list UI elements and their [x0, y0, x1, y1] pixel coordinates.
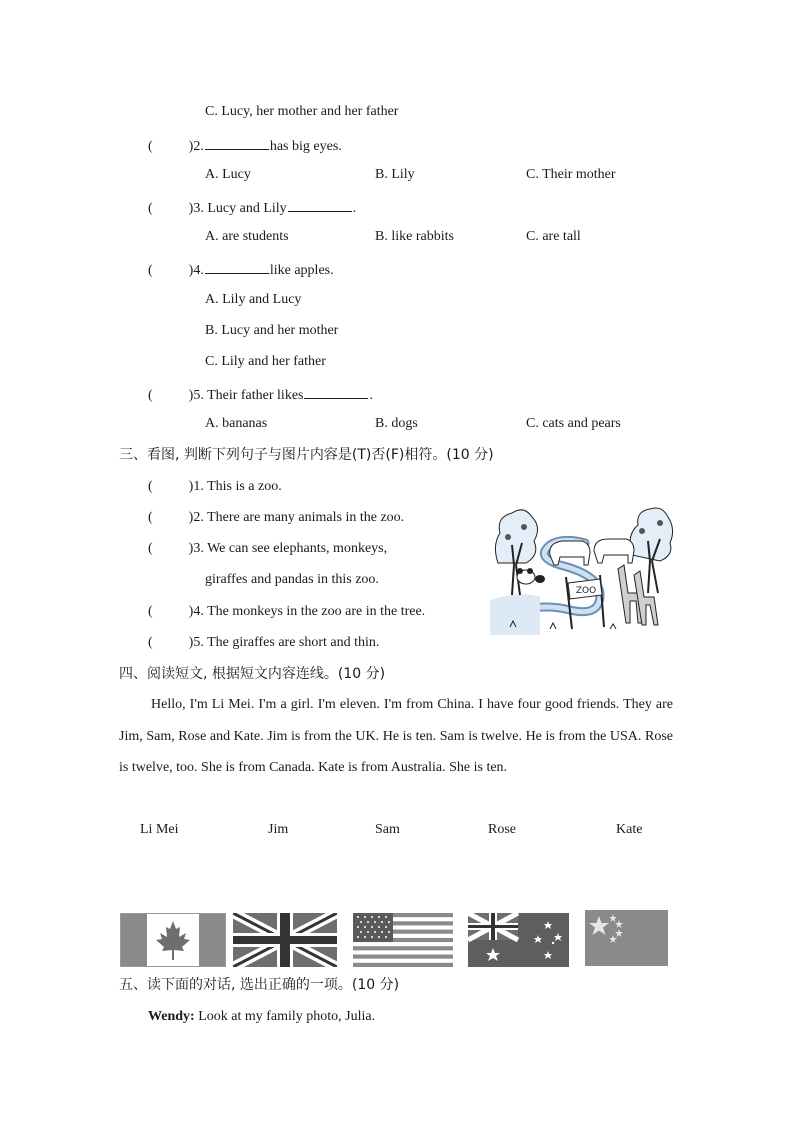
name-rose[interactable]: Rose — [488, 822, 516, 837]
question-4: ( )4. like apples. — [148, 263, 334, 278]
q2-option-b: B. Lily — [375, 167, 415, 182]
tf-item-4: ( )4. The monkeys in the zoo are in the tree. — [148, 604, 426, 619]
q1-option-c: C. Lucy, her mother and her father — [205, 104, 399, 119]
tf-item-1: ( )1. This is a zoo. — [148, 479, 282, 494]
tf-item-5: ( )5. The giraffes are short and thin. — [148, 635, 380, 650]
answer-blank[interactable] — [304, 386, 368, 399]
q5-option-a: A. bananas — [205, 416, 268, 431]
q3-option-b: B. like rabbits — [375, 229, 454, 244]
section-4-title: 四、阅读短文, 根据短文内容连线。(10 分) — [119, 666, 386, 682]
q4-option-b: B. Lucy and her mother — [205, 323, 339, 338]
q2-option-a: A. Lucy — [205, 167, 251, 182]
question-3: ( )3. Lucy and Lily . — [148, 201, 357, 216]
q4-option-a: A. Lily and Lucy — [205, 292, 302, 307]
section-5-title: 五、读下面的对话, 选出正确的一项。(10 分) — [119, 977, 400, 993]
question-5: ( )5. Their father likes . — [148, 388, 373, 403]
panda — [517, 568, 545, 584]
name-jim[interactable]: Jim — [268, 822, 289, 837]
tf-item-2: ( )2. There are many animals in the zoo. — [148, 510, 405, 525]
tf-item-3: ( )3. We can see elephants, monkeys, — [148, 541, 388, 556]
giraffes — [618, 565, 658, 625]
australia-flag[interactable] — [468, 913, 569, 967]
name-kate[interactable]: Kate — [616, 822, 643, 837]
q4-option-c: C. Lily and her father — [205, 354, 326, 369]
name-sam[interactable]: Sam — [375, 822, 400, 837]
tf-item-3-cont: giraffes and pandas in this zoo. — [205, 572, 379, 587]
china-flag[interactable] — [585, 910, 668, 966]
q5-option-b: B. dogs — [375, 416, 418, 431]
section-3-title: 三、看图, 判断下列句子与图片内容是(T)否(F)相符。(10 分) — [119, 447, 494, 463]
question-2: ( )2. has big eyes. — [148, 139, 342, 154]
answer-blank[interactable] — [288, 199, 352, 212]
dialogue-line-1 — [148, 1010, 375, 1024]
zoo-illustration — [490, 505, 674, 635]
uk-flag[interactable] — [233, 913, 337, 967]
name-li-mei[interactable]: Li Mei — [140, 822, 179, 837]
reading-passage: Hello, I'm Li Mei. I'm a girl. I'm eleven. I'm from China. I have four good friends. They are Jim, Sam, Rose and Kate. Jim is from the UK. He is ten. Sam is twelve. He is from the USA. Rose is twelve, too. She is from Canada. Kate is from Australia. She is ten. — [119, 697, 673, 775]
dialogue-text: Look at my family photo, Julia. — [198, 1009, 376, 1024]
canada-flag[interactable] — [120, 913, 226, 967]
q3-option-a: A. are students — [205, 229, 289, 244]
q3-option-c: C. are tall — [526, 229, 581, 244]
usa-flag[interactable] — [353, 913, 453, 967]
svg-text:ZOO: ZOO — [575, 586, 597, 596]
q2-option-c: C. Their mother — [526, 167, 616, 182]
answer-blank[interactable] — [205, 261, 269, 274]
q5-option-c: C. cats and pears — [526, 416, 621, 431]
speaker-label: Wendy: — [148, 1009, 195, 1024]
answer-blank[interactable] — [205, 137, 269, 150]
